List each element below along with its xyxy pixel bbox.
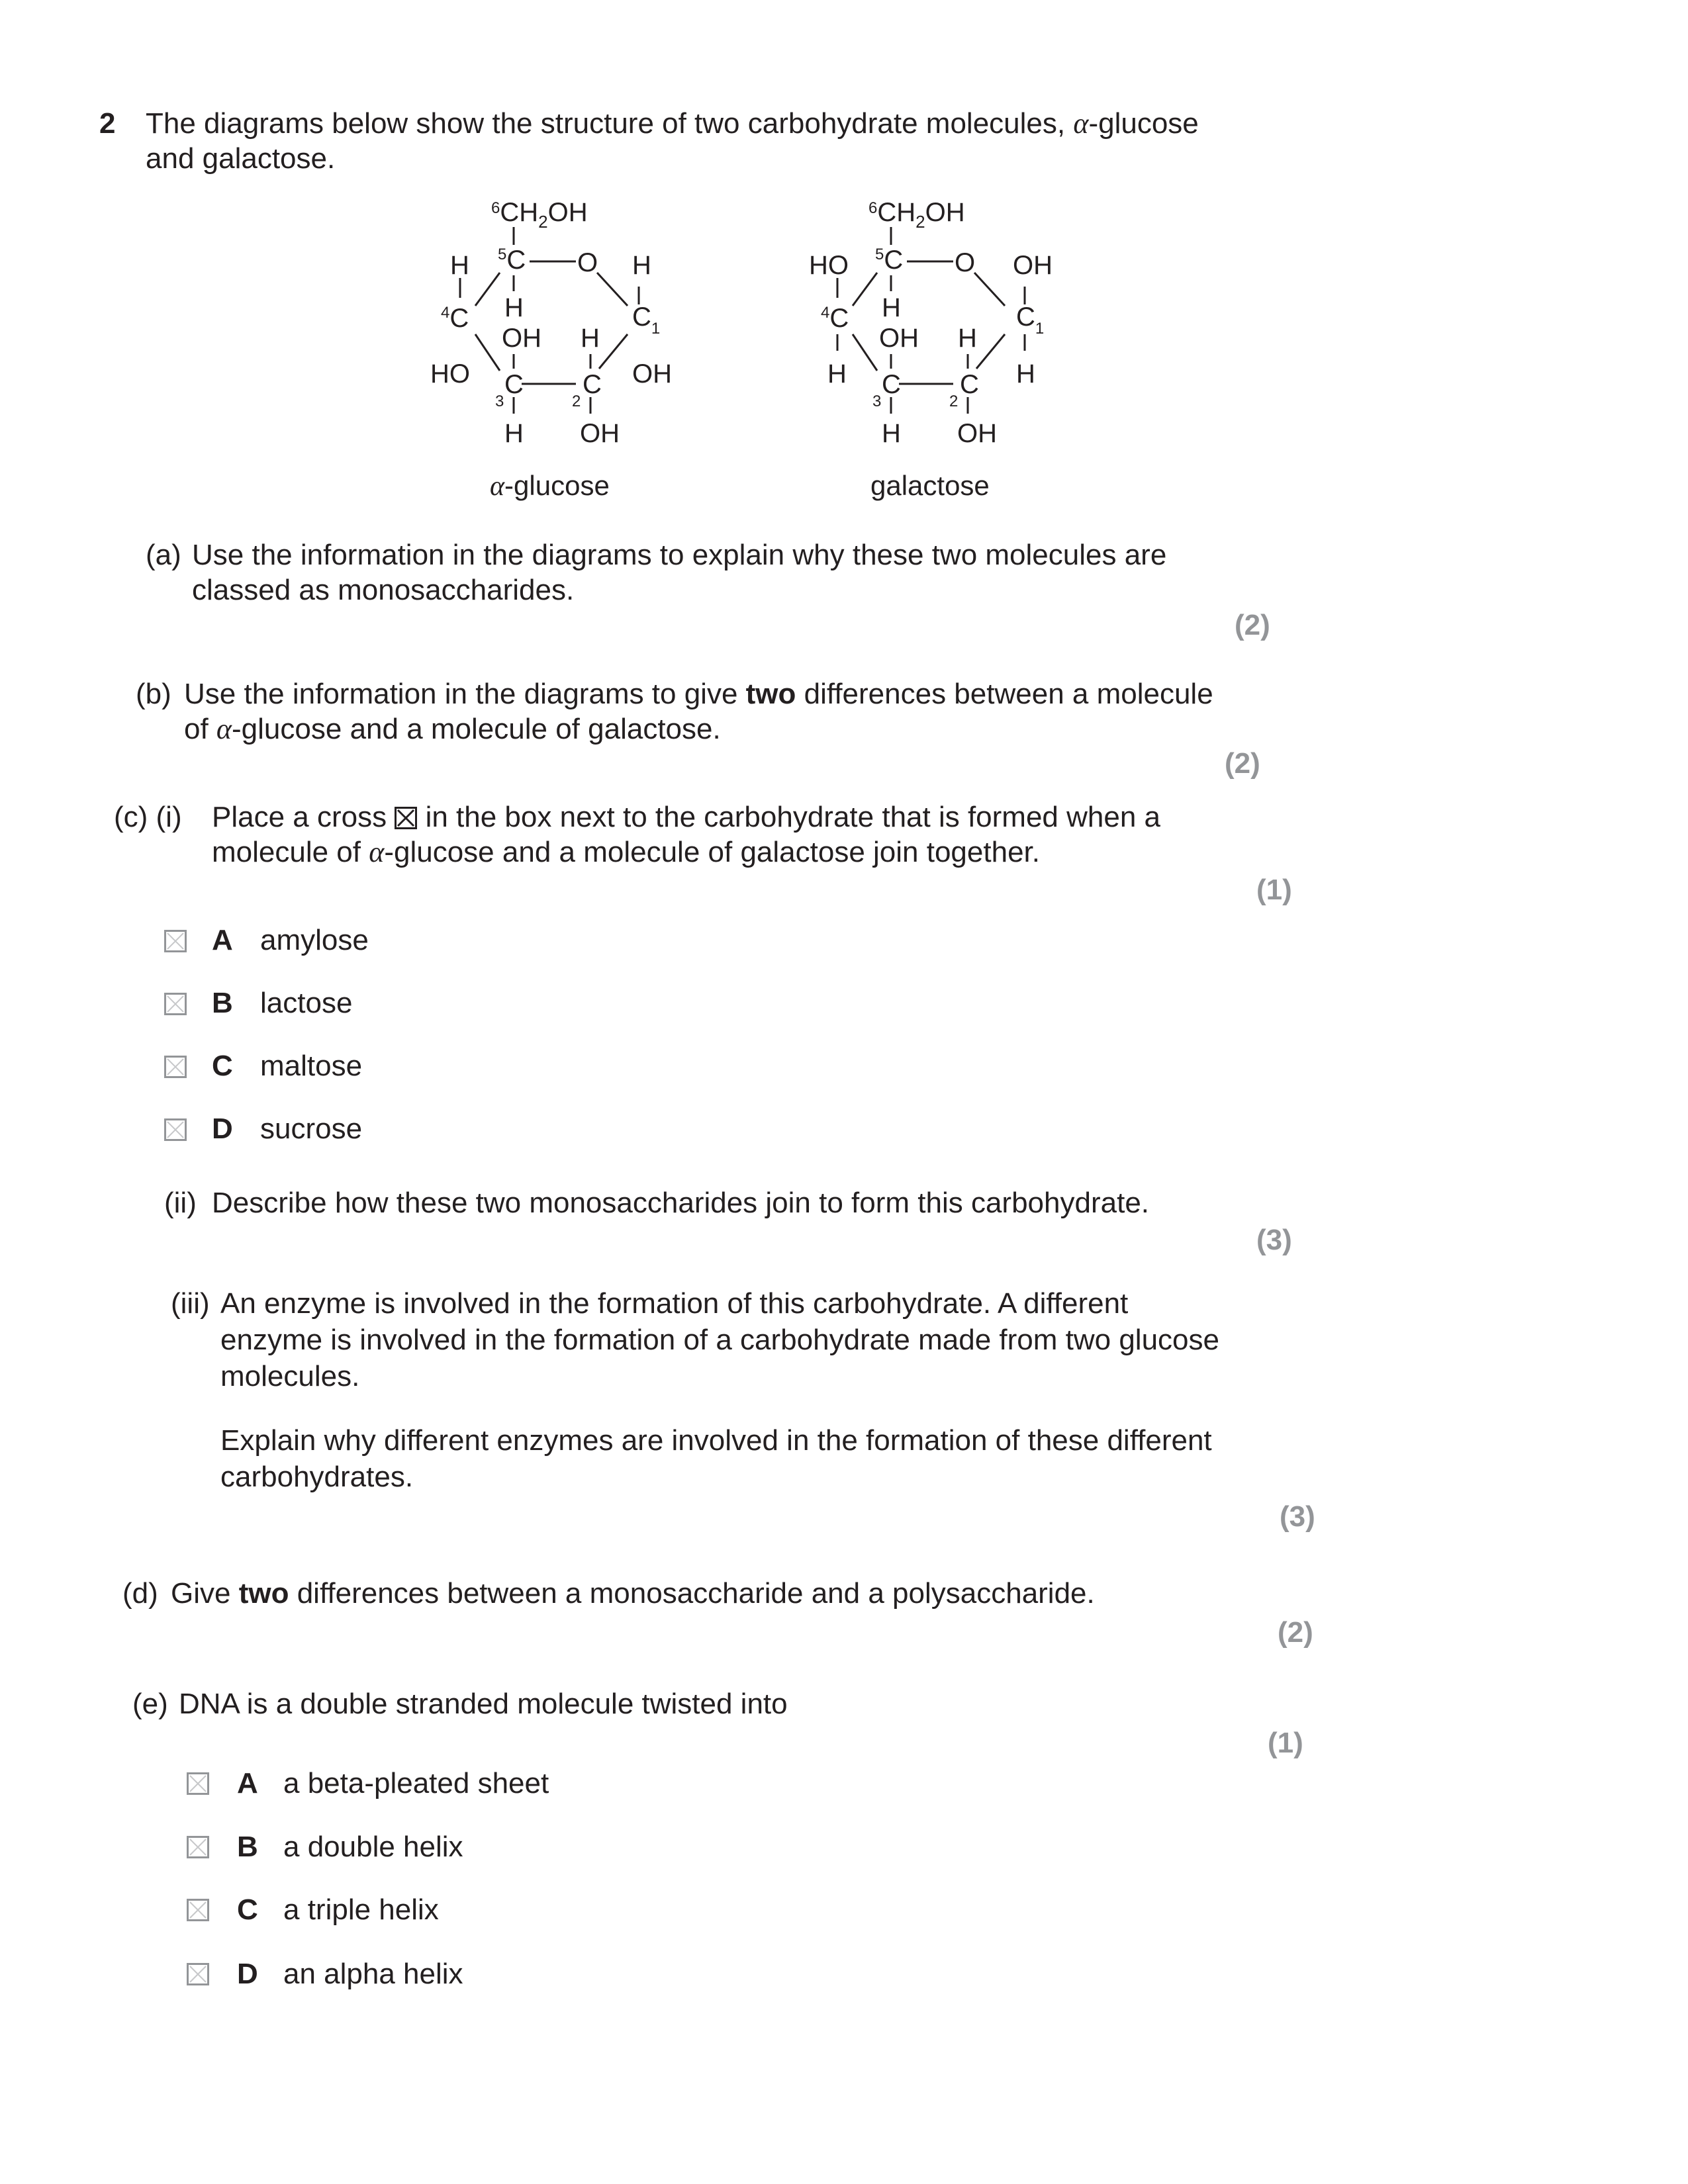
answer-checkbox-d[interactable] bbox=[164, 1118, 187, 1141]
part-e-text: DNA is a double stranded molecule twisted into bbox=[179, 1688, 788, 1720]
part-b-label: (b) bbox=[136, 678, 171, 710]
part-b-text-end: differences between a molecule bbox=[796, 678, 1213, 710]
galactose-n3: 3 bbox=[872, 392, 882, 410]
glucose-c1-oh: OH bbox=[632, 359, 672, 388]
part-d-text bbox=[171, 1576, 1095, 1612]
galactose-c2-label: C bbox=[960, 370, 979, 399]
answer-checkbox-e-a[interactable] bbox=[187, 1772, 209, 1795]
part-e-label: (e) bbox=[132, 1688, 168, 1720]
galactose-c6-label: $^6CH_2OH$ bbox=[868, 198, 965, 232]
part-b-line2 bbox=[184, 711, 721, 747]
part-c-i-line1 bbox=[212, 799, 1160, 835]
part-d-bold: two bbox=[238, 1577, 289, 1610]
glucose-c5-label: $^5$C bbox=[498, 246, 526, 275]
part-c-i-text: Place a cross bbox=[212, 801, 395, 833]
part-a-line2: classed as monosaccharides. bbox=[192, 574, 575, 606]
option-text-e-c: a triple helix bbox=[283, 1893, 439, 1926]
part-b-bold: two bbox=[745, 678, 796, 710]
question-intro-line2: and galactose. bbox=[146, 142, 336, 175]
galactose-n2: 2 bbox=[949, 392, 959, 410]
part-c-i-line2-post: -glucose and a molecule of galactose join together. bbox=[384, 836, 1040, 868]
answer-checkbox-b[interactable] bbox=[164, 993, 187, 1015]
glucose-caption: α-glucose bbox=[490, 470, 610, 502]
glucose-c4-h: H bbox=[450, 251, 469, 280]
option-text-c: maltose bbox=[260, 1050, 363, 1082]
galactose-c2-h: H bbox=[958, 324, 977, 353]
alpha-symbol: α bbox=[369, 836, 385, 868]
part-c-iii-label: (iii) bbox=[171, 1287, 210, 1320]
alpha-symbol: α bbox=[216, 713, 232, 745]
part-c-iii-line2: enzyme is involved in the formation of a carbohydrate made from two glucose bbox=[220, 1324, 1219, 1356]
galactose-c4-label: $^4$C bbox=[821, 304, 849, 333]
option-letter-e-d: D bbox=[237, 1958, 258, 1990]
part-c-iii-marks: (3) bbox=[1280, 1500, 1315, 1533]
glucose-c3-oh: OH bbox=[502, 324, 541, 353]
glucose-c4-ho: HO bbox=[430, 359, 470, 388]
part-c-ii-label: (ii) bbox=[164, 1187, 197, 1219]
galactose-c4-ho: HO bbox=[809, 251, 849, 280]
glucose-c1-label: $C_1$ bbox=[632, 302, 661, 338]
part-c-iii-line3: molecules. bbox=[220, 1360, 360, 1392]
glucose-c3-h: H bbox=[504, 419, 524, 448]
part-b-line1 bbox=[184, 676, 1213, 712]
part-d-post: differences between a monosaccharide and a polysaccharide. bbox=[289, 1577, 1095, 1610]
intro-text: The diagrams below show the structure of two carbohydrate molecules, bbox=[146, 107, 1074, 140]
option-letter-e-b: B bbox=[237, 1831, 258, 1863]
galactose-ring-oxygen: O bbox=[955, 248, 976, 277]
option-text-e-d: an alpha helix bbox=[283, 1958, 463, 1990]
option-text-e-a: a beta-pleated sheet bbox=[283, 1767, 549, 1799]
part-c-i-line2 bbox=[212, 835, 1040, 870]
part-b-text: Use the information in the diagrams to give bbox=[184, 678, 746, 710]
part-c-i-label: (c) (i) bbox=[114, 801, 182, 833]
part-c-ii-marks: (3) bbox=[1256, 1224, 1292, 1256]
glucose-n2: 2 bbox=[572, 392, 581, 410]
option-letter-e-a: A bbox=[237, 1767, 258, 1799]
answer-checkbox-e-b[interactable] bbox=[187, 1836, 209, 1858]
galactose-c5-label: $^5$C bbox=[875, 246, 904, 275]
galactose-c3-label: C bbox=[882, 370, 901, 399]
crossed-box-icon bbox=[395, 807, 417, 829]
part-a-marks: (2) bbox=[1235, 609, 1270, 641]
galactose-c1-label: $C_1$ bbox=[1016, 302, 1045, 338]
answer-checkbox-a[interactable] bbox=[164, 930, 187, 952]
galactose-c5-h: H bbox=[882, 293, 901, 322]
part-b-line2-post: -glucose and a molecule of galactose. bbox=[232, 713, 721, 745]
option-text-a: amylose bbox=[260, 924, 369, 956]
glucose-n3: 3 bbox=[495, 392, 504, 410]
option-letter-d: D bbox=[212, 1113, 233, 1145]
part-c-i-text-end: in the box next to the carbohydrate that is formed when a bbox=[417, 801, 1161, 833]
answer-checkbox-c[interactable] bbox=[164, 1056, 187, 1078]
glucose-c1-h: H bbox=[632, 251, 651, 280]
part-c-ii-text: Describe how these two monosaccharides join to form this carbohydrate. bbox=[212, 1187, 1150, 1219]
glucose-ring-oxygen: O bbox=[577, 248, 598, 277]
glucose-c6-label: $^6CH_2OH$ bbox=[491, 198, 588, 232]
galactose-caption: galactose bbox=[870, 470, 990, 501]
galactose-c3-oh: OH bbox=[879, 324, 919, 353]
galactose-c3-h: H bbox=[882, 419, 901, 448]
part-c-iii-line1: An enzyme is involved in the formation of this carbohydrate. A different bbox=[220, 1287, 1129, 1320]
galactose-c1-h: H bbox=[1016, 359, 1035, 388]
glucose-c5-h: H bbox=[504, 293, 524, 322]
part-d-marks: (2) bbox=[1278, 1616, 1313, 1649]
part-c-i-line2-pre: molecule of bbox=[212, 836, 369, 868]
intro-text-end: -glucose bbox=[1088, 107, 1199, 140]
answer-checkbox-e-d[interactable] bbox=[187, 1963, 209, 1985]
alpha-symbol: α bbox=[1073, 107, 1089, 140]
galactose-c4-h: H bbox=[827, 359, 847, 388]
glucose-c3-label: C bbox=[504, 370, 524, 399]
option-letter-b: B bbox=[212, 987, 233, 1019]
answer-checkbox-e-c[interactable] bbox=[187, 1899, 209, 1921]
part-a-line1: Use the information in the diagrams to explain why these two molecules are bbox=[192, 539, 1167, 571]
option-text-d: sucrose bbox=[260, 1113, 363, 1145]
carbohydrate-diagrams bbox=[0, 0, 1688, 529]
part-c-iii-line5: carbohydrates. bbox=[220, 1461, 414, 1493]
part-e-marks: (1) bbox=[1268, 1727, 1303, 1759]
part-b-marks: (2) bbox=[1225, 747, 1260, 780]
part-c-iii-line4: Explain why different enzymes are involved in the formation of these different bbox=[220, 1424, 1212, 1457]
option-text-e-b: a double helix bbox=[283, 1831, 463, 1863]
part-a-label: (a) bbox=[146, 539, 181, 571]
option-letter-a: A bbox=[212, 924, 233, 956]
option-letter-c: C bbox=[212, 1050, 233, 1082]
galactose-c2-oh: OH bbox=[957, 419, 997, 448]
part-d-label: (d) bbox=[122, 1577, 158, 1610]
option-letter-e-c: C bbox=[237, 1893, 258, 1926]
glucose-c2-label: C bbox=[583, 370, 602, 399]
glucose-c2-oh: OH bbox=[580, 419, 620, 448]
glucose-c2-h: H bbox=[581, 324, 600, 353]
part-c-i-marks: (1) bbox=[1256, 874, 1292, 906]
question-number: 2 bbox=[99, 107, 116, 140]
galactose-c1-oh: OH bbox=[1013, 251, 1053, 280]
option-text-b: lactose bbox=[260, 987, 353, 1019]
part-d-pre: Give bbox=[171, 1577, 239, 1610]
glucose-c4-label: $^4$C bbox=[441, 304, 469, 333]
part-b-line2-pre: of bbox=[184, 713, 216, 745]
